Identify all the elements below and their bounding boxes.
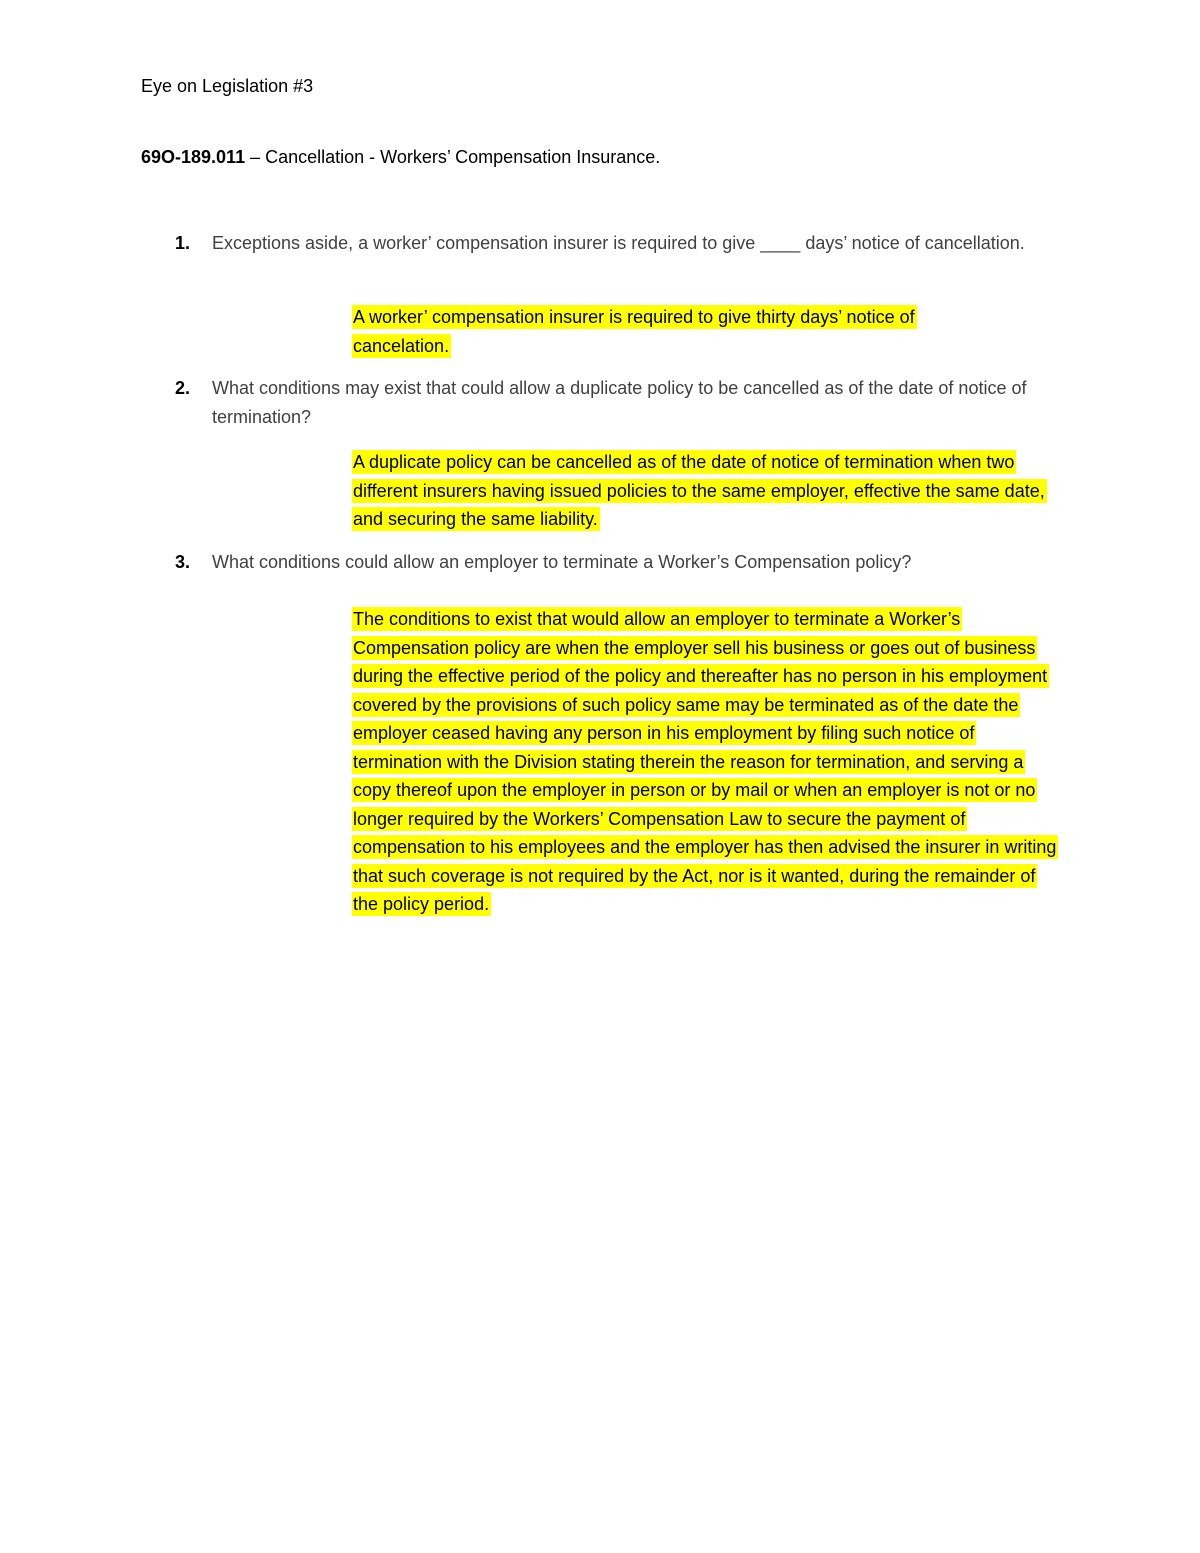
highlighted-answer-text: The conditions to exist that would allow an employer to terminate a Worker’s Compensation policy are when the employer sell his business or goes out of business during the effective period of the policy and thereafter has no person in his employment covered by the provisions of such policy same may be terminated as of the date the employer ceased having any person in his employment by filing such notice of termination with the Division stating therein the reason for termination, and serving a copy thereof upon the employer in person or by mail or when an employer is not or no longer required by the Workers’ Compensation Law to secure the payment of compensation to his employees and the employer has then advised the insurer in writing that such coverage is not required by the Act, nor is it wanted, during the remainder of the policy period. [353,609,1057,914]
question-text: What conditions could allow an employer to terminate a Worker’s Compensation policy? [212,552,912,572]
question-1 [141,229,1041,287]
answer-3 [352,605,1062,919]
question-number: 1. [175,233,191,253]
rule-heading [141,145,660,169]
highlighted-answer-text: A worker’ compensation insurer is required to give thirty days’ notice of cancelation. [353,307,915,356]
answer-1 [352,303,992,360]
question-text: Exceptions aside, a worker’ compensation insurer is required to give ____ days’ notice of cancellation. [212,233,1025,253]
document-title: Eye on Legislation #3 [141,76,314,96]
question-text: What conditions may exist that could allow a duplicate policy to be cancelled as of the date of notice of termination? [212,378,1027,427]
highlighted-answer-text: A duplicate policy can be cancelled as of the date of notice of termination when two different insurers having issued policies to the same employer, effective the same date, and securing the same liability. [353,452,1045,529]
answer-2 [352,448,1057,534]
rule-title: – Cancellation - Workers’ Compensation Insurance. [245,147,661,167]
rule-code: 69O-189.011 [141,147,246,167]
question-number: 3. [175,552,191,572]
question-3 [141,548,1041,578]
question-2 [141,374,1041,432]
question-number: 2. [175,378,191,398]
